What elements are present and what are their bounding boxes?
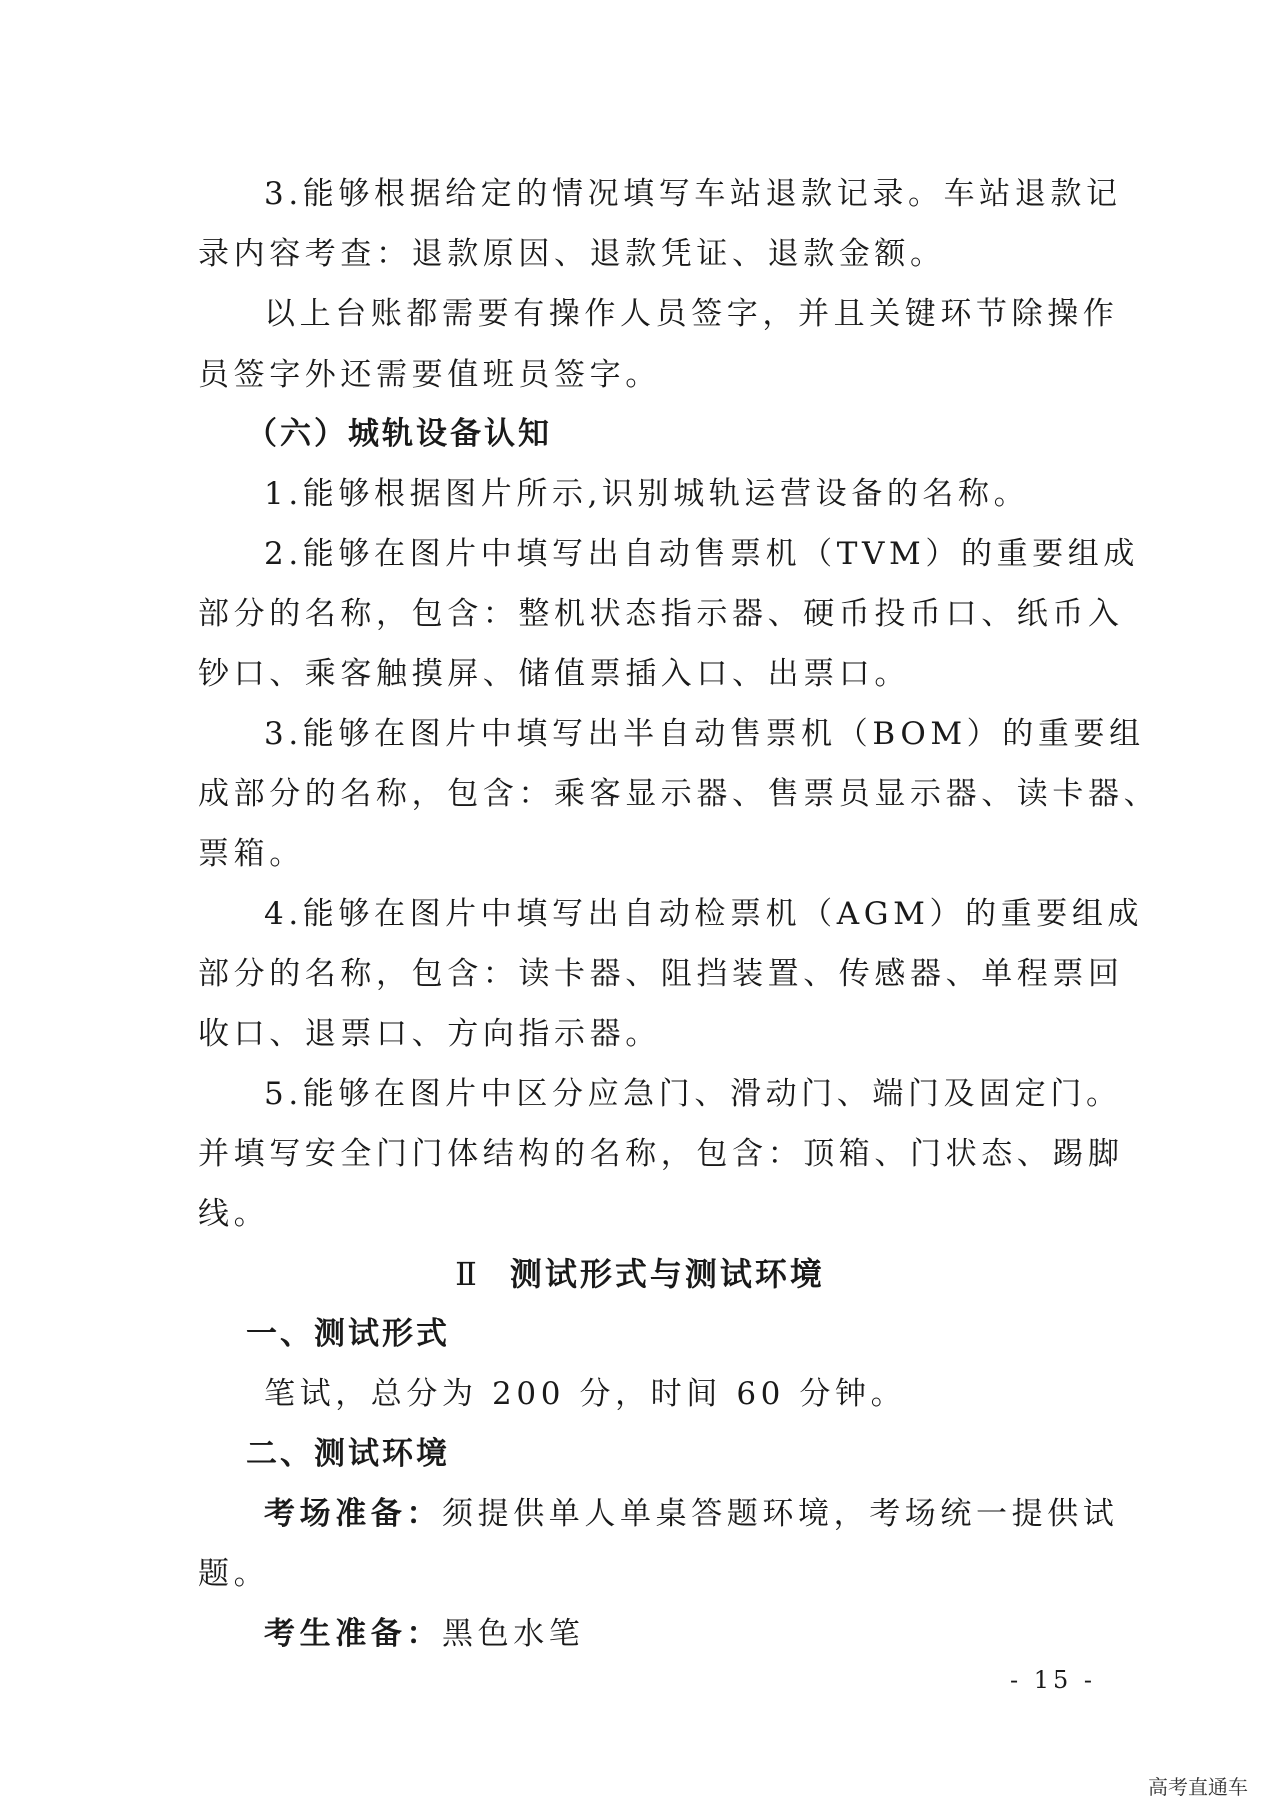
candidate-label: 考生准备：	[264, 1616, 442, 1652]
page-number: - 15 -	[1010, 1666, 1097, 1694]
p3-line3: 票箱。	[198, 836, 305, 872]
venue-text: 须提供单人单桌答题环境，考场统一提供试	[442, 1496, 1119, 1532]
env-heading: 二、测试环境	[246, 1436, 450, 1472]
signature-line2: 员签字外还需要值班员签字。	[198, 357, 661, 393]
p5-line2: 并填写安全门门体结构的名称，包含：顶箱、门状态、踢脚	[198, 1136, 1124, 1172]
venue-line1	[264, 1492, 1164, 1536]
venue-line2: 题。	[198, 1556, 270, 1592]
watermark-text: 高考直通车	[1148, 1775, 1248, 1799]
p5-line1: 5.能够在图片中区分应急门、滑动门、端门及固定门。	[264, 1076, 1122, 1112]
p2-line1: 2.能够在图片中填写出自动售票机（TVM）的重要组成	[264, 536, 1139, 572]
p2-line3: 钞口、乘客触摸屏、储值票插入口、出票口。	[198, 656, 910, 692]
p1: 1.能够根据图片所示,识别城轨运营设备的名称。	[264, 476, 1030, 512]
p3-line1: 3.能够在图片中填写出半自动售票机（BOM）的重要组	[264, 716, 1145, 752]
item3-line1: 3.能够根据给定的情况填写车站退款记录。车站退款记	[264, 176, 1122, 212]
p4-line1: 4.能够在图片中填写出自动检票机（AGM）的重要组成	[264, 896, 1144, 932]
p3-line2: 成部分的名称，包含：乘客显示器、售票员显示器、读卡器、	[198, 776, 1160, 812]
p2-line2: 部分的名称，包含：整机状态指示器、硬币投币口、纸币入	[198, 596, 1124, 632]
venue-label: 考场准备：	[264, 1496, 442, 1532]
p4-line3: 收口、退票口、方向指示器。	[198, 1016, 661, 1052]
candidate-text: 黑色水笔	[442, 1616, 585, 1652]
section6-heading: （六）城轨设备认知	[246, 416, 552, 452]
candidate-line	[264, 1612, 1164, 1656]
signature-line1: 以上台账都需要有操作人员签字，并且关键环节除操作	[264, 296, 1119, 332]
p4-line2: 部分的名称，包含：读卡器、阻挡装置、传感器、单程票回	[198, 956, 1124, 992]
p5-line3: 线。	[198, 1196, 270, 1232]
part2-title-text: 测试形式与测试环境	[509, 1255, 825, 1293]
form-text: 笔试，总分为 200 分，时间 60 分钟。	[264, 1376, 907, 1412]
part2-title	[0, 1252, 1280, 1296]
item3-line2: 录内容考查：退款原因、退款凭证、退款金额。	[198, 236, 946, 272]
form-heading: 一、测试形式	[246, 1316, 450, 1352]
part2-roman: Ⅱ	[455, 1255, 480, 1293]
